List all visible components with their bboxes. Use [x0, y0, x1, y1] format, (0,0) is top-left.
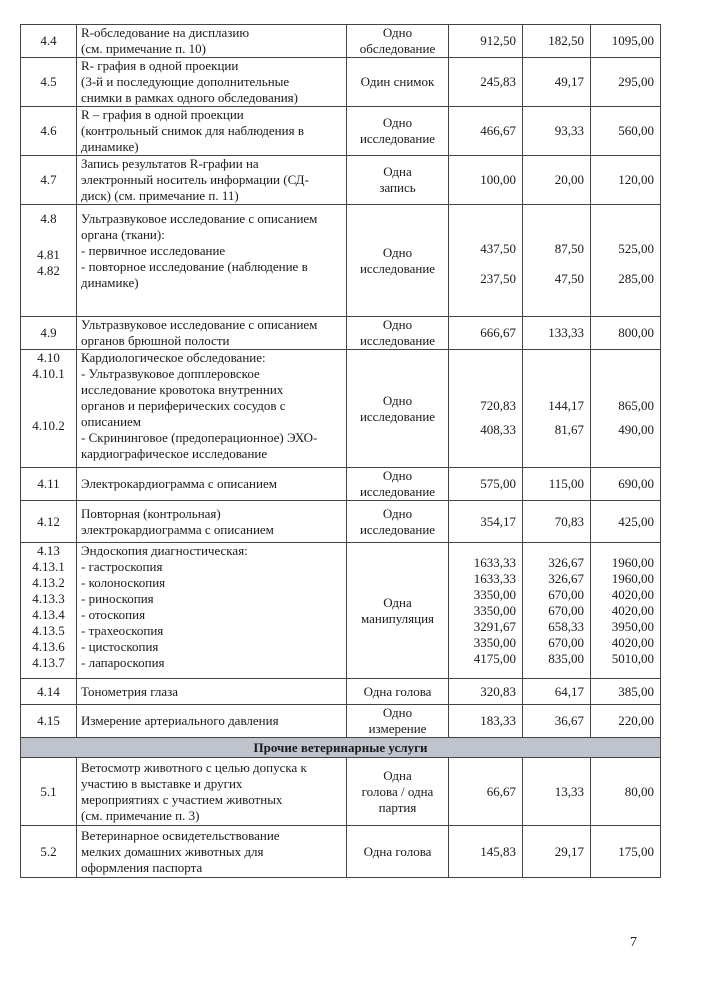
- unit-of-measure: [347, 58, 449, 107]
- price-with-vat-line: 80,00: [624, 783, 654, 799]
- unit-of-measure-line: Одна: [383, 164, 412, 179]
- price-without-vat: [449, 156, 523, 205]
- item-number-line: 4.13.3: [32, 591, 65, 606]
- price-without-vat-line: 183,33: [480, 713, 516, 728]
- price-with-vat: [591, 468, 661, 501]
- price-with-vat-line: 4020,00: [611, 635, 654, 650]
- item-number-line: 4.13.5: [32, 623, 65, 638]
- unit-of-measure-line: Одна: [383, 594, 412, 610]
- item-number-line: 4.10.2: [32, 418, 65, 433]
- price-without-vat: [449, 758, 523, 826]
- price-without-vat-line: 3291,67: [473, 619, 516, 634]
- service-description-line: мероприятиях с участием животных: [81, 791, 283, 807]
- service-description: [77, 679, 347, 705]
- price-with-vat: [591, 679, 661, 705]
- unit-of-measure: [347, 156, 449, 205]
- price-without-vat: [449, 679, 523, 705]
- service-description-line: (см. примечание п. 3): [81, 807, 200, 823]
- service-description-line: - риноскопия: [81, 591, 154, 606]
- table-row: [21, 468, 661, 501]
- vat-amount-line: 29,17: [554, 843, 584, 859]
- unit-of-measure: [347, 543, 449, 679]
- price-without-vat: [449, 58, 523, 107]
- price-table-body: [21, 25, 661, 878]
- service-description-line: органа (ткани):: [81, 227, 165, 242]
- price-with-vat: [591, 501, 661, 543]
- item-number-line: 4.13.6: [32, 639, 65, 654]
- vat-amount-line: 133,33: [548, 325, 584, 340]
- unit-of-measure-line: Одно: [382, 705, 413, 720]
- unit-of-measure-line: голова / одна: [361, 783, 434, 799]
- price-without-vat: [449, 543, 523, 679]
- price-without-vat-line: 3350,00: [473, 635, 516, 650]
- price-with-vat-line: 1960,00: [611, 571, 654, 586]
- price-without-vat-line: 1633,33: [473, 571, 516, 586]
- unit-of-measure-line: партия: [378, 799, 417, 815]
- vat-amount-line: 670,00: [548, 587, 584, 602]
- service-description: [77, 58, 347, 107]
- vat-amount-line: 670,00: [548, 603, 584, 618]
- unit-of-measure-line: запись: [379, 180, 416, 195]
- price-with-vat-line: 4020,00: [611, 603, 654, 618]
- table-row: [21, 58, 661, 107]
- vat-amount: [523, 679, 591, 705]
- price-with-vat-line: 490,00: [618, 422, 654, 437]
- price-without-vat-line: 666,67: [480, 325, 516, 340]
- price-with-vat-line: 295,00: [618, 74, 654, 89]
- item-number-line: 4.6: [40, 123, 57, 138]
- vat-amount: [523, 543, 591, 679]
- price-without-vat-line: 912,50: [480, 33, 516, 48]
- service-description-line: - Скрининговое (предоперационное) ЭХО-: [81, 430, 318, 445]
- price-with-vat-line: 385,00: [618, 683, 654, 699]
- item-number-line: 4.13.1: [32, 559, 65, 574]
- price-with-vat: [591, 107, 661, 156]
- unit-of-measure: [347, 826, 449, 878]
- service-description-line: Тонометрия глаза: [81, 683, 179, 699]
- price-without-vat-line: 100,00: [480, 172, 516, 187]
- unit-of-measure-line: Одно: [382, 392, 413, 408]
- service-description-line: органов и периферических сосудов с: [81, 398, 286, 413]
- item-number-line: 5.2: [40, 843, 57, 859]
- service-description-line: (см. примечание п. 10): [81, 41, 206, 56]
- service-description-line: снимки в рамках одного обследования): [81, 90, 298, 105]
- service-description: [77, 543, 347, 679]
- vat-amount-line: 144,17: [548, 398, 584, 413]
- vat-amount: [523, 58, 591, 107]
- service-description-line: - Ультразвуковое допплеровское: [81, 366, 260, 381]
- price-with-vat-line: 560,00: [618, 123, 654, 138]
- unit-of-measure-line: Одна голова: [363, 683, 432, 699]
- service-description-line: Кардиологическое обследование:: [81, 350, 266, 365]
- service-description-line: диск) (см. примечание п. 11): [81, 188, 239, 203]
- unit-of-measure-line: обследование: [359, 41, 436, 56]
- vat-amount-line: 13,33: [554, 783, 584, 799]
- table-row: [21, 25, 661, 58]
- service-description-line: R – графия в одной проекции: [81, 107, 244, 122]
- unit-of-measure-line: Одно: [382, 25, 413, 40]
- service-description-line: динамике): [81, 275, 139, 290]
- table-row: [21, 543, 661, 679]
- service-description-line: R- графия в одной проекции: [81, 58, 239, 73]
- item-number-line: 4.5: [40, 74, 57, 89]
- service-description-line: Ультразвуковое исследование с описанием: [81, 211, 318, 226]
- service-description: [77, 205, 347, 317]
- unit-of-measure-line: Одно: [382, 244, 413, 260]
- table-row: [21, 738, 661, 758]
- section-header: Прочие ветеринарные услуги: [21, 738, 661, 758]
- service-description-line: - цистоскопия: [81, 639, 159, 654]
- item-number: [21, 107, 77, 156]
- price-without-vat: [449, 25, 523, 58]
- service-description-line: Ультразвуковое исследование с описанием: [81, 317, 318, 332]
- vat-amount-line: 20,00: [554, 172, 584, 187]
- unit-of-measure: [347, 501, 449, 543]
- service-description-line: (контрольный снимок для наблюдения в: [81, 123, 304, 138]
- service-description-line: Повторная (контрольная): [81, 505, 221, 521]
- price-with-vat-line: 175,00: [618, 843, 654, 859]
- table-row: [21, 826, 661, 878]
- vat-amount-line: 115,00: [548, 476, 584, 491]
- unit-of-measure-line: Одно: [382, 115, 413, 130]
- service-description-line: - лапароскопия: [81, 655, 165, 670]
- price-without-vat-line: 3350,00: [473, 603, 516, 618]
- vat-amount: [523, 317, 591, 350]
- price-with-vat-line: 285,00: [618, 271, 654, 286]
- item-number-line: 4.10: [37, 350, 60, 365]
- item-number-line: 4.9: [40, 325, 57, 340]
- unit-of-measure: [347, 679, 449, 705]
- service-description-line: - колоноскопия: [81, 575, 166, 590]
- service-description: [77, 156, 347, 205]
- unit-of-measure-line: Одно: [382, 317, 413, 332]
- service-description-line: - отоскопия: [81, 607, 146, 622]
- price-with-vat: [591, 350, 661, 468]
- service-description-line: (3-й и последующие дополнительные: [81, 74, 290, 89]
- price-with-vat-line: 120,00: [618, 172, 654, 187]
- item-number-line: 4.7: [40, 172, 57, 187]
- service-description: [77, 350, 347, 468]
- table-row: [21, 679, 661, 705]
- price-without-vat-line: 408,33: [480, 422, 516, 437]
- item-number: [21, 58, 77, 107]
- vat-amount-line: 81,67: [554, 422, 584, 437]
- unit-of-measure-line: Одно: [382, 505, 413, 521]
- price-with-vat-line: 4020,00: [611, 587, 654, 602]
- service-description-line: органов брюшной полости: [81, 333, 230, 348]
- item-number-line: 4.12: [37, 513, 60, 529]
- vat-amount-line: 182,50: [548, 33, 584, 48]
- service-description: [77, 501, 347, 543]
- unit-of-measure-line: манипуляция: [360, 610, 435, 626]
- table-row: [21, 156, 661, 205]
- vat-amount: [523, 205, 591, 317]
- price-with-vat-line: 1960,00: [611, 555, 654, 570]
- price-with-vat-line: 690,00: [618, 476, 654, 491]
- price-without-vat-line: 575,00: [480, 476, 516, 491]
- price-with-vat: [591, 543, 661, 679]
- price-without-vat-line: 237,50: [480, 271, 516, 286]
- vat-amount-line: 835,00: [548, 651, 584, 666]
- item-number-line: 4.8: [40, 211, 57, 226]
- item-number: [21, 205, 77, 317]
- price-without-vat-line: 437,50: [480, 241, 516, 256]
- item-number: [21, 501, 77, 543]
- unit-of-measure: [347, 468, 449, 501]
- price-without-vat: [449, 705, 523, 738]
- vat-amount-line: 326,67: [548, 555, 584, 570]
- item-number: [21, 705, 77, 738]
- table-row: [21, 758, 661, 826]
- unit-of-measure-line: Одно: [382, 468, 413, 483]
- vat-amount-line: 326,67: [548, 571, 584, 586]
- item-number: [21, 679, 77, 705]
- price-with-vat-line: 800,00: [618, 325, 654, 340]
- page-number: 7: [630, 935, 637, 950]
- service-description-line: Измерение артериального давления: [81, 713, 279, 728]
- unit-of-measure-line: Один снимок: [360, 74, 435, 89]
- table-row: [21, 501, 661, 543]
- vat-amount: [523, 25, 591, 58]
- service-description-line: Электрокардиограмма с описанием: [81, 476, 277, 491]
- price-with-vat: [591, 58, 661, 107]
- item-number: [21, 543, 77, 679]
- price-without-vat: [449, 107, 523, 156]
- service-description-line: мелких домашних животных для: [81, 843, 264, 859]
- price-with-vat-line: 5010,00: [611, 651, 654, 666]
- service-description-line: кардиографическое исследование: [81, 446, 268, 461]
- price-without-vat: [449, 501, 523, 543]
- item-number: [21, 350, 77, 468]
- unit-of-measure: [347, 25, 449, 58]
- service-description-line: Эндоскопия диагностическая:: [81, 543, 248, 558]
- service-description-line: - повторное исследование (наблюдение в: [81, 259, 308, 274]
- price-with-vat-line: 3950,00: [611, 619, 654, 634]
- service-description: [77, 826, 347, 878]
- service-description-line: - трахеоскопия: [81, 623, 164, 638]
- item-number-line: 4.10.1: [32, 366, 65, 381]
- price-without-vat-line: 720,83: [480, 398, 516, 413]
- item-number: [21, 25, 77, 58]
- unit-of-measure: [347, 317, 449, 350]
- item-number-line: 4.81: [37, 247, 60, 262]
- price-without-vat-line: 3350,00: [473, 587, 516, 602]
- vat-amount: [523, 705, 591, 738]
- price-without-vat-line: 354,17: [480, 513, 516, 529]
- price-without-vat-line: 66,67: [486, 783, 516, 799]
- item-number: [21, 468, 77, 501]
- vat-amount-line: 670,00: [548, 635, 584, 650]
- table-row: [21, 317, 661, 350]
- vat-amount-line: 47,50: [554, 271, 584, 286]
- service-description-line: Ветеринарное освидетельствование: [81, 827, 280, 843]
- service-description-line: Запись результатов R-графии на: [81, 156, 259, 171]
- item-number-line: 4.13.7: [32, 655, 65, 670]
- unit-of-measure: [347, 107, 449, 156]
- price-with-vat: [591, 317, 661, 350]
- unit-of-measure-line: Одна: [383, 767, 412, 783]
- price-without-vat: [449, 317, 523, 350]
- table-row: [21, 205, 661, 317]
- item-number-line: 4.13.2: [32, 575, 65, 590]
- vat-amount: [523, 826, 591, 878]
- vat-amount: [523, 468, 591, 501]
- table-row: [21, 350, 661, 468]
- unit-of-measure-line: исследование: [359, 131, 436, 146]
- price-with-vat: [591, 758, 661, 826]
- service-description-line: Ветосмотр животного с целью допуска к: [81, 759, 307, 775]
- service-description-line: оформления паспорта: [81, 859, 203, 875]
- table-row: [21, 107, 661, 156]
- item-number: [21, 317, 77, 350]
- unit-of-measure-line: исследование: [359, 521, 436, 537]
- vat-amount-line: 658,33: [548, 619, 584, 634]
- service-description-line: участию в выставке и других: [81, 775, 243, 791]
- service-description-line: электрокардиограмма с описанием: [81, 521, 274, 537]
- vat-amount-line: 87,50: [554, 241, 584, 256]
- price-with-vat: [591, 826, 661, 878]
- unit-of-measure-line: исследование: [359, 333, 436, 348]
- unit-of-measure-line: исследование: [359, 408, 436, 424]
- unit-of-measure-line: измерение: [368, 721, 427, 736]
- service-description-line: исследование кровотока внутренних: [81, 382, 284, 397]
- vat-amount: [523, 501, 591, 543]
- vat-amount-line: 64,17: [554, 683, 584, 699]
- price-with-vat: [591, 25, 661, 58]
- service-description-line: электронный носитель информации (СД-: [81, 172, 309, 187]
- price-with-vat-line: 425,00: [618, 513, 654, 529]
- unit-of-measure-line: Одна голова: [363, 843, 432, 859]
- vat-amount: [523, 156, 591, 205]
- price-with-vat: [591, 705, 661, 738]
- unit-of-measure-line: исследование: [359, 260, 436, 276]
- item-number: [21, 826, 77, 878]
- unit-of-measure-line: исследование: [359, 484, 436, 499]
- item-number-line: 5.1: [40, 783, 57, 799]
- item-number-line: 4.82: [37, 263, 60, 278]
- item-number: [21, 156, 77, 205]
- price-without-vat-line: 1633,33: [473, 555, 516, 570]
- vat-amount: [523, 350, 591, 468]
- service-description: [77, 107, 347, 156]
- unit-of-measure: [347, 758, 449, 826]
- service-description-line: R-обследование на дисплазию: [81, 25, 250, 40]
- item-number-line: 4.13: [37, 543, 60, 558]
- price-without-vat: [449, 350, 523, 468]
- service-description-line: - гастроскопия: [81, 559, 163, 574]
- service-description: [77, 317, 347, 350]
- price-without-vat-line: 245,83: [480, 74, 516, 89]
- vat-amount-line: 36,67: [554, 713, 584, 728]
- vat-amount: [523, 107, 591, 156]
- service-description: [77, 705, 347, 738]
- price-without-vat: [449, 468, 523, 501]
- item-number: [21, 758, 77, 826]
- vat-amount-line: 70,83: [554, 513, 584, 529]
- service-description: [77, 758, 347, 826]
- price-with-vat-line: 525,00: [618, 241, 654, 256]
- price-with-vat-line: 865,00: [618, 398, 654, 413]
- price-without-vat-line: 466,67: [480, 123, 516, 138]
- price-table: [20, 24, 661, 878]
- vat-amount-line: 93,33: [554, 123, 584, 138]
- unit-of-measure: [347, 205, 449, 317]
- price-without-vat: [449, 205, 523, 317]
- vat-amount: [523, 758, 591, 826]
- service-description-line: динамике): [81, 139, 139, 154]
- item-number-line: 4.4: [40, 33, 57, 48]
- service-description: [77, 25, 347, 58]
- price-without-vat-line: 145,83: [480, 843, 516, 859]
- unit-of-measure: [347, 350, 449, 468]
- price-with-vat-line: 1095,00: [611, 33, 654, 48]
- vat-amount-line: 49,17: [554, 74, 584, 89]
- service-description-line: - первичное исследование: [81, 243, 226, 258]
- price-with-vat-line: 220,00: [618, 713, 654, 728]
- service-description-line: описанием: [81, 414, 142, 429]
- price-without-vat-line: 320,83: [480, 683, 516, 699]
- price-without-vat-line: 4175,00: [473, 651, 516, 666]
- price-without-vat: [449, 826, 523, 878]
- item-number-line: 4.14: [37, 683, 60, 699]
- unit-of-measure: [347, 705, 449, 738]
- table-row: [21, 705, 661, 738]
- item-number-line: 4.11: [37, 476, 60, 491]
- item-number-line: 4.13.4: [32, 607, 65, 622]
- item-number-line: 4.15: [37, 713, 60, 728]
- price-with-vat: [591, 205, 661, 317]
- service-description: [77, 468, 347, 501]
- price-with-vat: [591, 156, 661, 205]
